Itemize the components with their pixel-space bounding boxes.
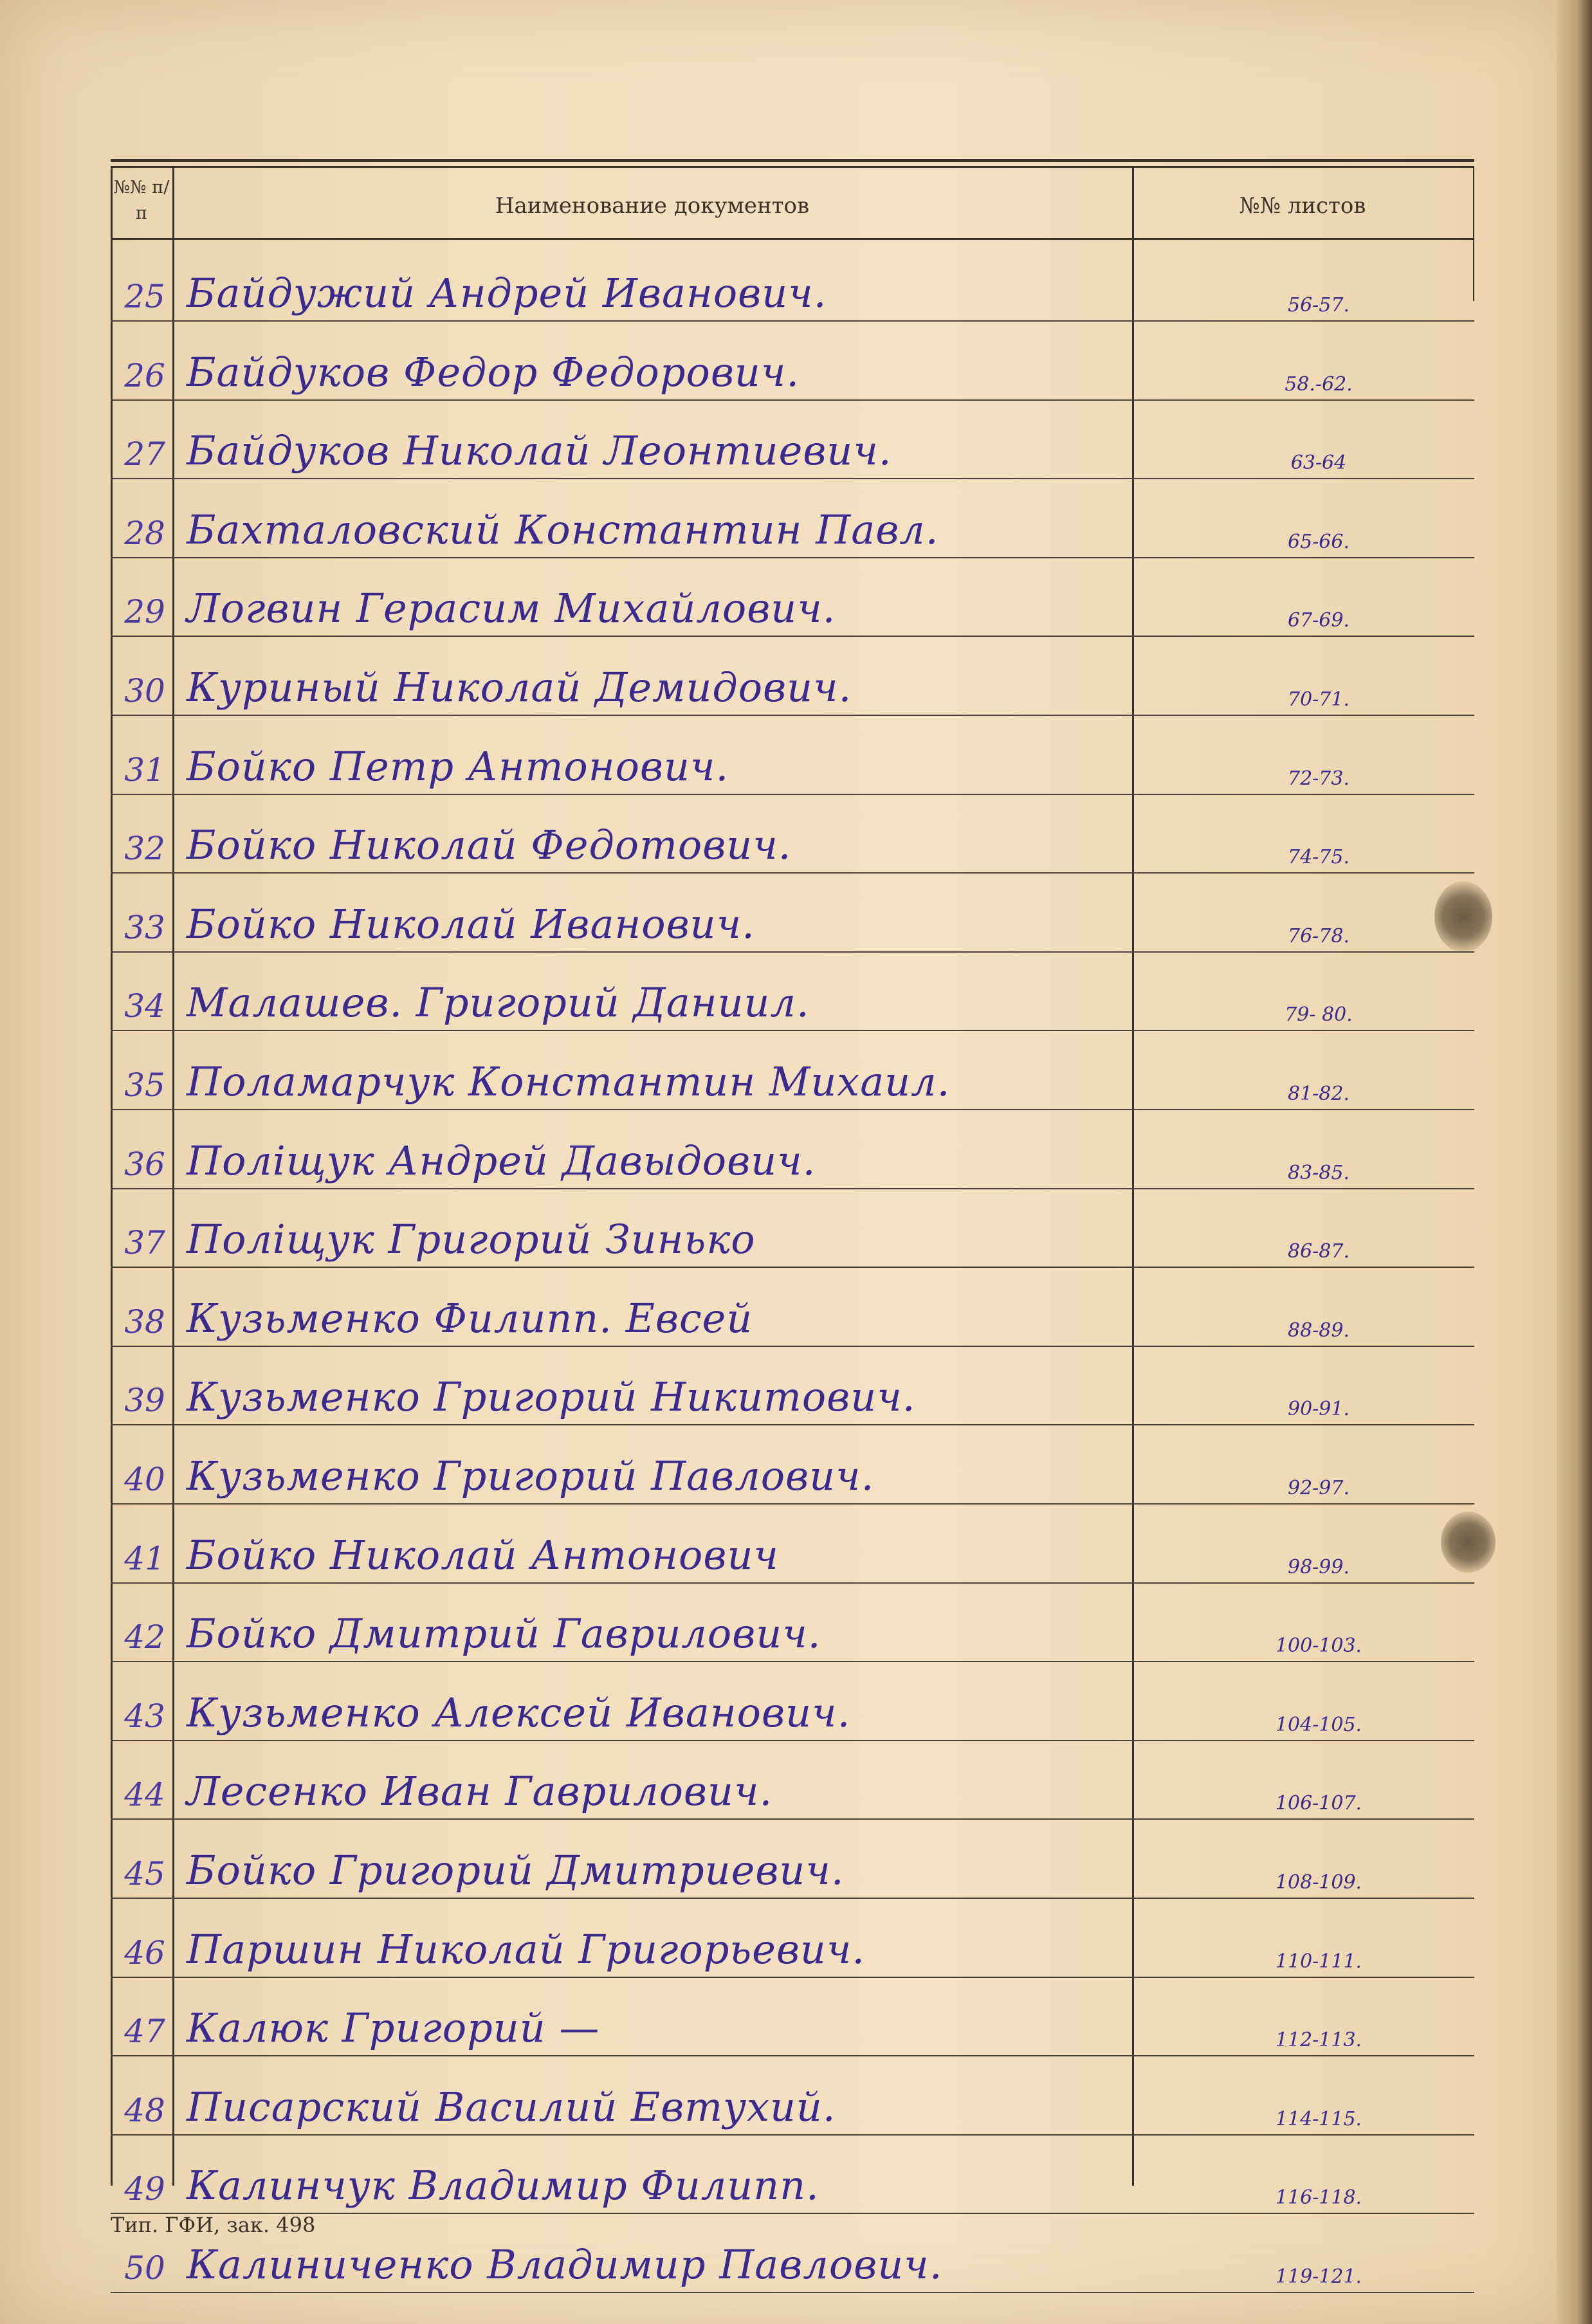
row-number: 33 (124, 908, 165, 946)
row-sheets: 92-97. (1287, 1477, 1350, 1499)
table-row (111, 958, 1474, 1038)
table-row (111, 1589, 1474, 1669)
table-row (111, 2141, 1474, 2220)
row-sheets: 90-91. (1287, 1398, 1350, 1421)
row-number: 42 (124, 1618, 165, 1656)
table-row (111, 248, 1474, 328)
row-number: 41 (124, 1539, 165, 1577)
row-underline (111, 636, 1474, 637)
table-row (111, 1116, 1474, 1196)
row-document-name: Малашев. Григорий Даниил. (187, 979, 810, 1027)
row-underline (111, 1740, 1474, 1741)
row-sheets: 106-107. (1275, 1792, 1362, 1815)
row-number: 44 (124, 1776, 165, 1814)
row-number: 36 (124, 1145, 165, 1183)
row-document-name: Калиниченко Владимир Павлович. (187, 2241, 943, 2288)
row-sheets: 72-73. (1287, 767, 1350, 790)
row-document-name: Бойко Николай Иванович. (187, 900, 755, 947)
page-edge (1557, 0, 1592, 2324)
row-sheets: 81-82. (1287, 1083, 1350, 1105)
row-sheets: 119-121. (1275, 2265, 1362, 2288)
table-row (111, 1510, 1474, 1590)
row-number: 37 (124, 1224, 165, 1262)
row-number: 25 (124, 278, 165, 315)
row-number: 45 (124, 1855, 165, 1892)
row-document-name: Кузьменко Филипп. Евсей (187, 1294, 753, 1342)
table-row (111, 1746, 1474, 1826)
row-number: 30 (124, 672, 165, 709)
row-sheets: 112-113. (1275, 2029, 1362, 2052)
row-document-name: Кузьменко Григорий Павлович. (187, 1452, 875, 1499)
row-number: 27 (124, 435, 165, 473)
row-number: 26 (124, 356, 165, 394)
row-document-name: Поліщук Григорий Зинько (187, 1216, 756, 1263)
table-row (111, 406, 1474, 486)
table-row (111, 1274, 1474, 1353)
row-underline (111, 557, 1474, 558)
row-number: 39 (124, 1382, 165, 1420)
table-row (111, 643, 1474, 722)
row-sheets: 56-57. (1287, 294, 1350, 316)
row-document-name: Байдужий Андрей Иванович. (187, 270, 827, 316)
row-underline (111, 1109, 1474, 1110)
row-sheets: 76-78. (1287, 924, 1350, 947)
row-underline (111, 320, 1474, 322)
row-number: 48 (124, 2091, 165, 2129)
row-number: 34 (124, 987, 165, 1025)
table-row (111, 1825, 1474, 1905)
table-row (111, 2062, 1474, 2142)
row-number: 29 (124, 593, 165, 631)
table-row (111, 1983, 1474, 2063)
row-document-name: Кузьменко Алексей Иванович. (187, 1688, 851, 1736)
table-row (111, 1194, 1474, 1274)
row-underline (111, 1898, 1474, 1899)
table-row (111, 563, 1474, 643)
table-header-rule (111, 238, 1474, 240)
row-document-name: Калинчук Владимир Филипп. (187, 2162, 819, 2210)
row-document-name: Писарский Василий Евтухий. (187, 2083, 836, 2130)
row-underline (111, 1503, 1474, 1505)
row-underline (111, 2292, 1474, 2293)
row-underline (111, 1977, 1474, 1978)
row-underline (111, 1424, 1474, 1425)
row-sheets: 88-89. (1287, 1319, 1350, 1342)
row-underline (111, 1661, 1474, 1662)
row-document-name: Бахталовский Константин Павл. (187, 506, 939, 553)
row-document-name: Бойко Григорий Дмитриевич. (187, 1847, 845, 1894)
row-underline (111, 2055, 1474, 2056)
row-underline (111, 1582, 1474, 1584)
row-document-name: Паршин Николай Григорьевич. (187, 1925, 866, 1973)
row-underline (111, 715, 1474, 716)
row-document-name: Поліщук Андрей Давыдович. (187, 1137, 816, 1184)
row-document-name: Кузьменко Григорий Никитович. (187, 1373, 916, 1421)
row-number: 28 (124, 514, 165, 552)
row-document-name: Поламарчук Константин Михаил. (187, 1058, 951, 1105)
row-sheets: 70-71. (1287, 688, 1350, 711)
row-sheets: 98-99. (1287, 1555, 1350, 1578)
row-number: 50 (124, 2249, 165, 2287)
row-number: 47 (124, 2013, 165, 2051)
table-row (111, 722, 1474, 801)
table-row (111, 1352, 1474, 1432)
table-top-rule (111, 159, 1474, 162)
row-document-name: Калюк Григорий — (187, 2004, 600, 2052)
row-underline (111, 1030, 1474, 1031)
header-document-name: Наименование документов (495, 193, 810, 219)
row-sheets: 110-111. (1275, 1950, 1362, 1973)
header-sheets: №№ листов (1239, 193, 1366, 219)
row-underline (111, 2134, 1474, 2136)
row-sheets: 116-118. (1275, 2186, 1362, 2210)
table-row (111, 879, 1474, 959)
row-underline (111, 951, 1474, 953)
row-number: 35 (124, 1066, 165, 1104)
row-sheets: 104-105. (1275, 1713, 1362, 1736)
row-number: 40 (124, 1461, 165, 1498)
row-document-name: Бойко Петр Антонович. (187, 742, 729, 790)
row-number: 31 (124, 751, 165, 789)
row-underline (111, 478, 1474, 479)
print-footer: Тип. ГФИ, зак. 498 (111, 2213, 316, 2237)
row-sheets: 65-66. (1287, 530, 1350, 553)
row-underline (111, 872, 1474, 874)
table-row (111, 327, 1474, 407)
row-sheets: 79- 80. (1285, 1003, 1353, 1027)
table-row (111, 485, 1474, 565)
row-number: 49 (124, 2170, 165, 2208)
table-row (111, 800, 1474, 880)
row-document-name: Байдуков Николай Леонтиевич. (187, 427, 892, 475)
table-top-rule-thin (111, 166, 1474, 168)
row-number: 43 (124, 1697, 165, 1735)
row-underline (111, 1818, 1474, 1820)
row-sheets: 86-87. (1287, 1240, 1350, 1263)
row-document-name: Куриный Николай Демидович. (187, 664, 852, 711)
row-document-name: Байдуков Федор Федорович. (187, 348, 800, 396)
table-row (111, 1668, 1474, 1748)
row-number: 32 (124, 830, 165, 868)
row-underline (111, 1346, 1474, 1347)
row-sheets: 67-69. (1287, 609, 1350, 632)
row-underline (111, 794, 1474, 795)
row-sheets: 74-75. (1287, 846, 1350, 869)
row-underline (111, 1267, 1474, 1268)
row-sheets: 83-85. (1287, 1161, 1350, 1184)
row-sheets: 108-109. (1275, 1871, 1362, 1894)
row-underline (111, 399, 1474, 401)
row-document-name: Бойко Николай Антонович (187, 1531, 779, 1578)
row-document-name: Логвин Герасим Михайлович. (187, 585, 836, 632)
row-number: 38 (124, 1303, 165, 1340)
row-document-name: Лесенко Иван Гаврилович. (187, 1768, 773, 1815)
row-number: 46 (124, 1934, 165, 1972)
row-sheets: 58.-62. (1285, 372, 1353, 396)
row-document-name: Бойко Дмитрий Гаврилович. (187, 1610, 821, 1658)
row-document-name: Бойко Николай Федотович. (187, 821, 792, 869)
table-row (111, 1037, 1474, 1117)
header-number: №№ п/п (113, 178, 170, 223)
table-row (111, 1905, 1474, 1984)
row-sheets: 100-103. (1275, 1634, 1362, 1658)
table-row (111, 1431, 1474, 1511)
row-underline (111, 1188, 1474, 1189)
row-sheets: 114-115. (1275, 2107, 1362, 2130)
row-sheets: 63-64 (1290, 452, 1347, 475)
